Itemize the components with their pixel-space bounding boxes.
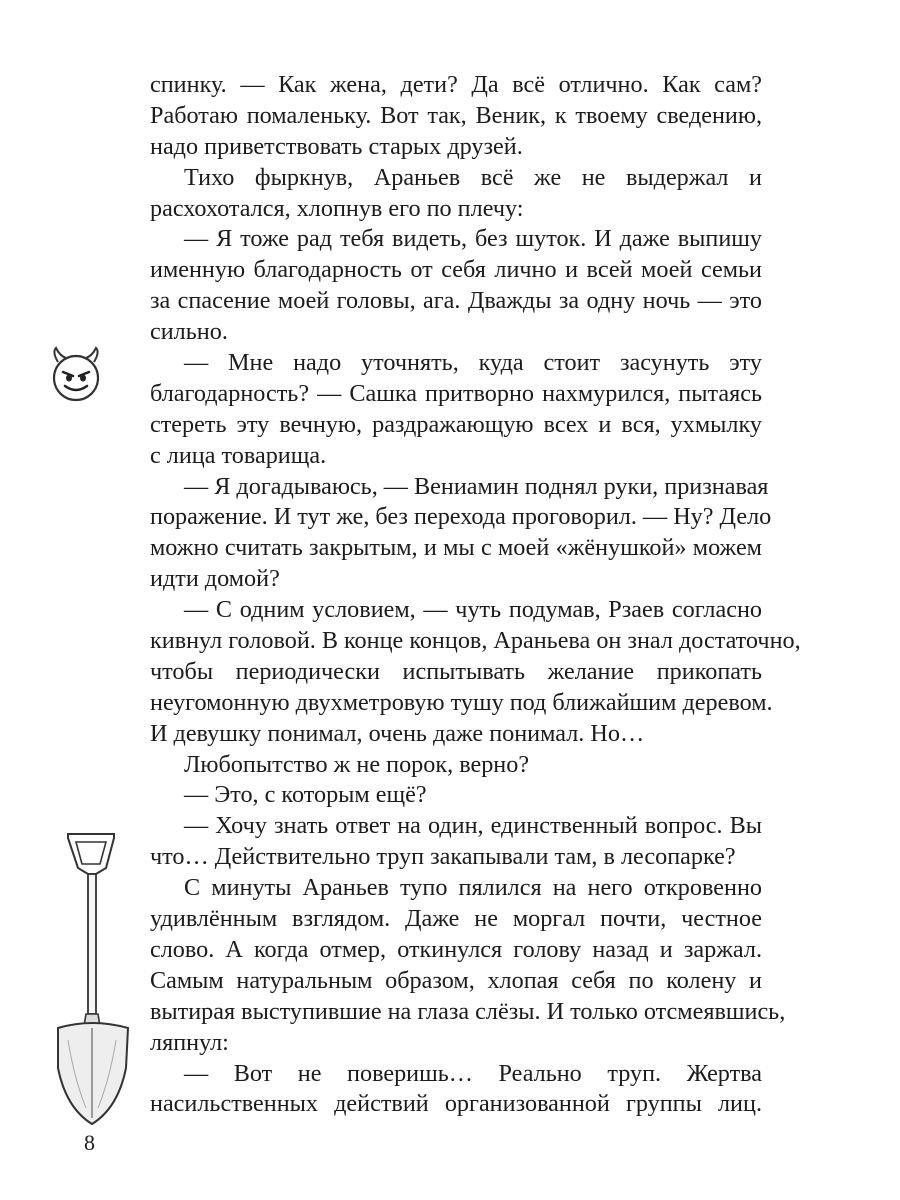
text-line: — Хочу знать ответ на один, единственный вопрос. Вы: [184, 812, 762, 840]
text-line: Работаю помаленьку. Вот так, Веник, к твоему сведению,: [150, 101, 762, 129]
body-text: [150, 70, 801, 1120]
text-line: кивнул головой. В конце концов, Араньева он знал достаточно,: [150, 627, 801, 655]
text-line: расхохотался, хлопнув его по плечу:: [150, 194, 524, 222]
text-line: удивлённым взглядом. Даже не моргал почти, честное: [150, 905, 762, 933]
text-line: благодарность? — Сашка притворно нахмурился, пытаясь: [150, 379, 762, 407]
text-line: — Это, с которым ещё?: [184, 781, 427, 809]
text-line: что… Действительно труп закапывали там, в лесопарке?: [150, 843, 736, 871]
text-line: Тихо фыркнув, Араньев всё же не выдержал и: [184, 163, 762, 191]
text-line: спинку. — Как жена, дети? Да всё отлично. Как сам?: [150, 71, 762, 98]
text-line: И девушку понимал, очень даже понимал. Но…: [150, 719, 645, 747]
text-line: — Мне надо уточнять, куда стоит засунуть эту: [184, 349, 762, 377]
text-line: поражение. И тут же, без перехода проговорил. — Ну? Дело: [150, 503, 772, 531]
text-line: с лица товарища.: [150, 441, 327, 469]
text-line: Любопытство ж не порок, верно?: [184, 750, 530, 778]
text-line: чтобы периодически испытывать желание прикопать: [150, 657, 762, 685]
text-line: сильно.: [150, 318, 228, 346]
text-line: — Вот не поверишь… Реально труп. Жертва: [184, 1059, 762, 1087]
text-line: за спасение моей головы, ага. Дважды за одну ночь — это: [150, 287, 762, 315]
text-line: — С одним условием, — чуть подумав, Рзаев согласно: [184, 596, 762, 624]
text-line: именную благодарность от себя лично и всей моей семьи: [150, 256, 762, 284]
text-line: насильственных действий организованной группы лиц.: [150, 1090, 762, 1118]
text-line: стереть эту вечную, раздражающую всех и вся, ухмылку: [150, 410, 762, 438]
text-line: С минуты Араньев тупо пялился на него откровенно: [184, 874, 762, 902]
text-line: вытирая выступившие на глаза слёзы. И только отсмеявшись,: [150, 997, 786, 1025]
shovel-icon: [48, 828, 138, 1128]
text-line: Самым натуральным образом, хлопая себя по колену и: [150, 966, 762, 994]
devil-face-icon: [46, 346, 106, 402]
text-line: неугомонную двухметровую тушу под ближайшим деревом.: [150, 688, 773, 716]
text-line: ляпнул:: [150, 1028, 229, 1056]
text-line: — Я тоже рад тебя видеть, без шуток. И даже выпишу: [184, 225, 762, 253]
page-number: 8: [84, 1130, 95, 1155]
text-line: надо приветствовать старых друзей.: [150, 132, 523, 160]
text-line: можно считать закрытым, и мы с моей «жёнушкой» можем: [150, 534, 762, 562]
text-line: — Я догадываюсь, — Вениамин поднял руки, признавая: [184, 472, 769, 500]
text-line: слово. А когда отмер, откинулся голову назад и заржал.: [150, 935, 762, 963]
text-line: идти домой?: [150, 565, 280, 593]
